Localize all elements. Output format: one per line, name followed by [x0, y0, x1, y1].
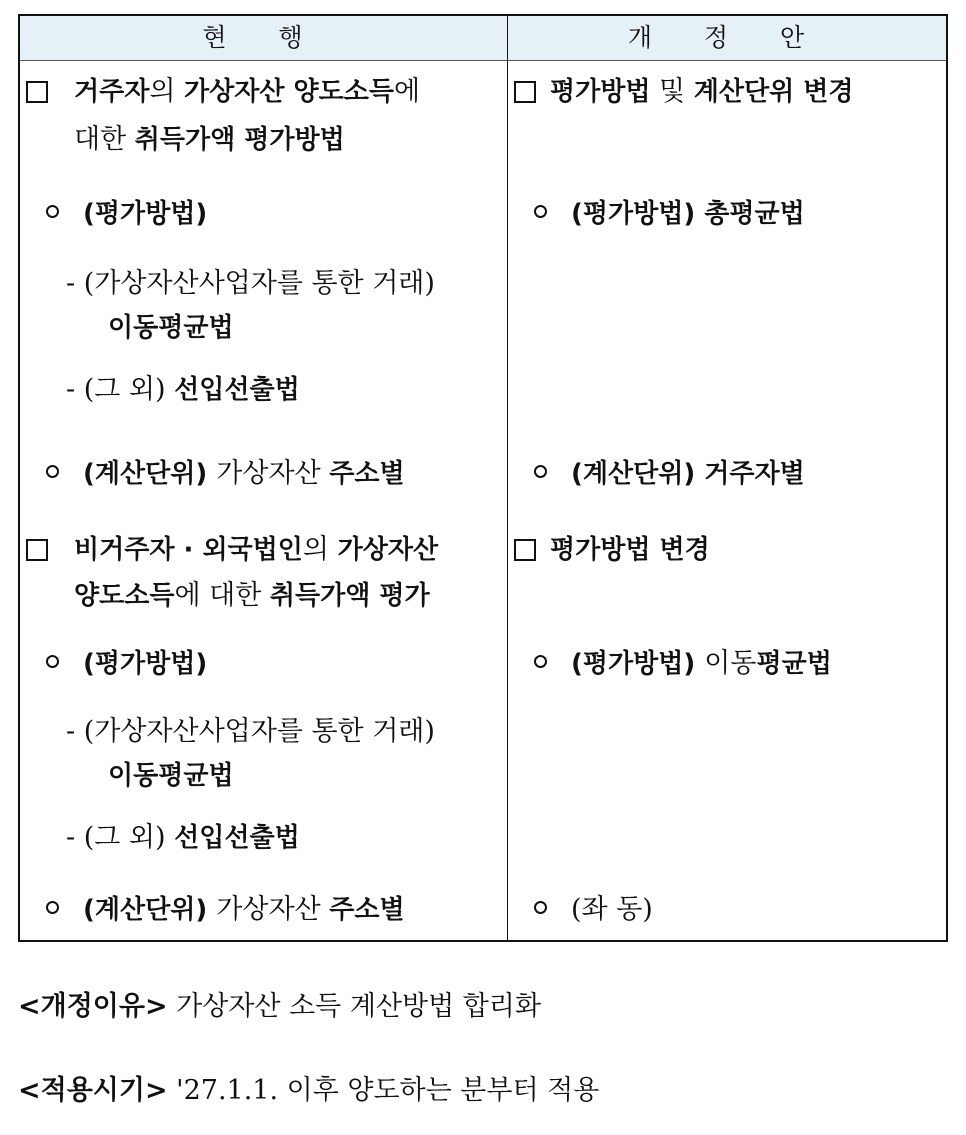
text-bold: 이동평균법 [108, 761, 234, 791]
text-bold: (평가방법) [571, 649, 705, 679]
text: 대한 [74, 124, 135, 155]
text: 에 대한 [174, 580, 270, 611]
text-bold: (계산단위) [83, 459, 217, 489]
text: - (그 외) [66, 822, 175, 853]
revision-reason [18, 984, 541, 1023]
revised-s2-method [534, 646, 832, 682]
circle-bullet-icon [46, 465, 59, 478]
reason-text: 가상자산 소득 계산방법 합리화 [167, 991, 541, 1022]
timing-text: '27.1.1. 이후 양도하는 분부터 적용 [167, 1075, 600, 1106]
circle-bullet-icon [46, 205, 59, 218]
revised-s1-method [534, 196, 805, 232]
revised-s2-unit [534, 892, 653, 928]
text-bold: (평가방법) [83, 199, 208, 229]
text-bold: (계산단위) [571, 459, 705, 489]
current-s1-dash1 [66, 266, 435, 302]
text-bold: 취득가액 평가 [269, 581, 430, 611]
timing-label: <적용시기> [18, 1075, 168, 1106]
text: - (가상자산사업자를 통한 거래) [66, 268, 435, 299]
text-bold: 선입선출법 [174, 823, 300, 853]
text-bold: 비거주자 · 외국법인 [74, 535, 303, 565]
text-bold: 가상자산 [337, 535, 439, 565]
text-bold: 계산단위 변경 [693, 77, 854, 107]
current-s1-dash2 [66, 372, 300, 408]
text-bold: 가상자산 양도소득 [184, 77, 395, 107]
text: 가상자산 [216, 458, 330, 489]
text-bold: (계산단위) [83, 895, 217, 925]
table-header-row [20, 16, 946, 61]
circle-bullet-icon [46, 901, 59, 914]
current-s2-title-line2 [74, 578, 430, 614]
text-bold: 주소별 [329, 895, 405, 925]
circle-bullet-icon [46, 655, 59, 668]
header-current: 현 행 [202, 23, 325, 52]
text-bold: 양도소득 [74, 581, 175, 611]
text-bold: 평균법 [756, 649, 832, 679]
revised-s2-title [514, 532, 710, 568]
current-s1-method [46, 196, 207, 232]
text-bold: 총평균법 [704, 199, 805, 229]
current-s2-dash1 [66, 714, 435, 750]
checkbox-square-icon [26, 81, 48, 103]
text: 및 [650, 76, 694, 107]
current-s2-title-line1 [26, 532, 438, 568]
text: (좌 동) [571, 894, 653, 925]
current-s1-unit [46, 456, 405, 492]
circle-bullet-icon [534, 901, 547, 914]
text: - (가상자산사업자를 통한 거래) [66, 716, 435, 747]
current-s2-method [46, 646, 207, 682]
current-s2-unit [46, 892, 405, 928]
text-bold: 평가방법 [550, 77, 651, 107]
current-s1-title-line2 [74, 122, 345, 158]
text-bold: 거주자별 [704, 459, 805, 489]
comparison-table [18, 14, 948, 942]
current-s2-dash1-value [108, 758, 234, 794]
text: - (그 외) [66, 374, 175, 405]
checkbox-square-icon [514, 81, 536, 103]
column-divider [507, 16, 508, 940]
text-bold: 거주자 [74, 77, 150, 107]
text: 의 [149, 76, 185, 107]
text: 의 [302, 534, 338, 565]
text: 에 [394, 76, 421, 107]
reason-label: <개정이유> [18, 991, 168, 1022]
checkbox-square-icon [514, 539, 536, 561]
text-bold: 주소별 [329, 459, 405, 489]
current-s1-dash1-value [108, 310, 234, 346]
header-revised: 개 정 안 [627, 23, 827, 52]
application-timing [18, 1068, 599, 1107]
text-bold: (평가방법) [571, 199, 705, 229]
circle-bullet-icon [534, 465, 547, 478]
circle-bullet-icon [534, 655, 547, 668]
text: 이동 [704, 648, 757, 679]
circle-bullet-icon [534, 205, 547, 218]
current-s1-title-line1 [26, 74, 420, 110]
revised-s1-unit [534, 456, 805, 492]
current-s2-dash2 [66, 820, 300, 856]
text-bold: 이동평균법 [108, 313, 234, 343]
text-bold: 취득가액 평가방법 [134, 125, 345, 155]
text-bold: 선입선출법 [174, 375, 300, 405]
text: 가상자산 [216, 894, 330, 925]
text-bold: (평가방법) [83, 649, 208, 679]
text-bold: 평가방법 변경 [550, 535, 710, 565]
checkbox-square-icon [26, 539, 48, 561]
revised-s1-title [514, 74, 853, 110]
